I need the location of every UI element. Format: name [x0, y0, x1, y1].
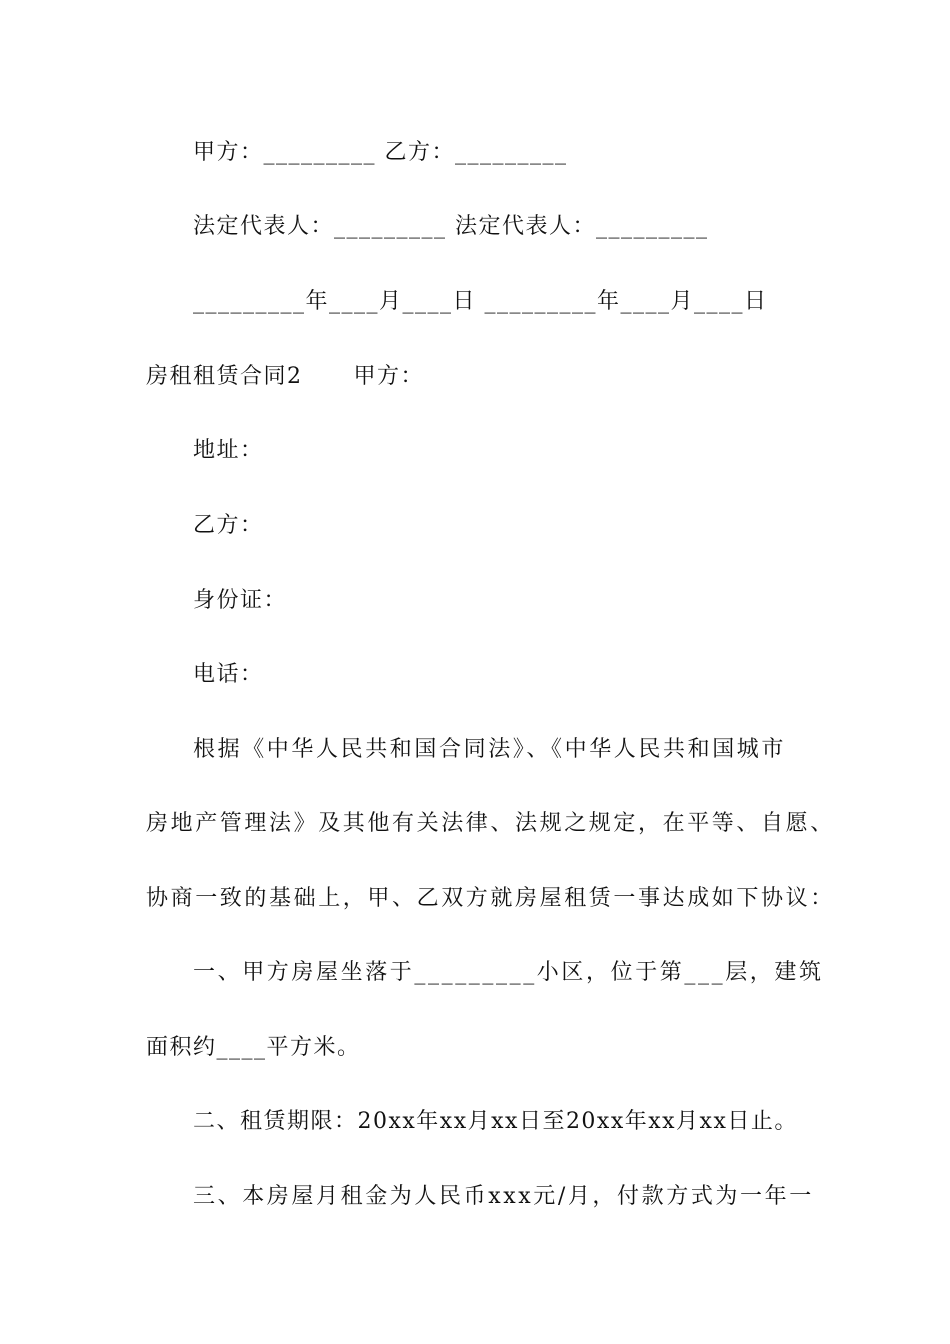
clause-one-continuation: 面积约____平方米。: [146, 1035, 361, 1060]
contract-heading: 房租租赁合同2 甲方：: [146, 364, 424, 389]
paragraph-line: 根据《中华人民共和国合同法》、《中华人民共和国城市: [193, 737, 787, 762]
phone-line: 电话：: [193, 662, 264, 687]
paragraph-line: 协商一致的基础上，甲、乙双方就房屋租赁一事达成如下协议：: [146, 886, 835, 911]
address-line: 地址：: [193, 438, 264, 463]
paragraph-line: 房地产管理法》及其他有关法律、法规之规定，在平等、自愿、: [146, 811, 835, 836]
id-card-line: 身份证：: [193, 588, 288, 613]
signing-date-line: _________年____月____日 _________年____月____日: [193, 289, 768, 314]
legal-representative-line: 法定代表人：_________ 法定代表人：_________: [193, 214, 709, 239]
clause-two-line: 二、租赁期限：20xx年xx月xx日至20xx年xx月xx日止。: [193, 1109, 798, 1134]
clause-one-line: 一、甲方房屋坐落于_________小区，位于第___层，建筑: [193, 960, 824, 985]
party-b-line: 乙方：: [193, 513, 264, 538]
party-signature-line: 甲方：_________ 乙方：_________: [193, 140, 568, 165]
clause-three-line: 三、本房屋月租金为人民币xxx元/月，付款方式为一年一: [193, 1184, 814, 1209]
